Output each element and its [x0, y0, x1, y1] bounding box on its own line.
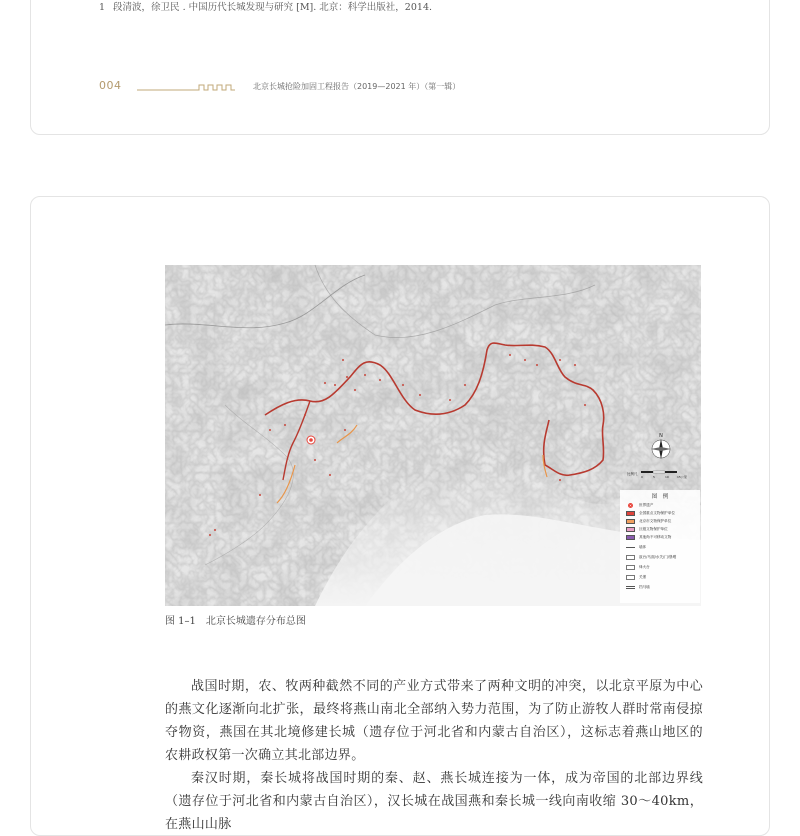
- paragraph: 秦汉时期，秦长城将战国时期的秦、赵、燕长城连接为一体，成为帝国的北部边界线（遗存位于河北省和内蒙古自治区），汉长城在战国燕和秦长城一线向南收缩 30～40km，在燕山山脉: [165, 771, 703, 832]
- running-footer: [99, 79, 519, 95]
- legend-item: 世界遗产: [626, 502, 653, 508]
- legend-item: 其他尚不可移动文物: [626, 534, 671, 540]
- legend-item: 墙体: [626, 544, 646, 550]
- legend-swatch: [626, 575, 635, 580]
- legend-swatch: [626, 586, 635, 589]
- legend-swatch: [628, 503, 633, 508]
- legend-swatch: [626, 547, 635, 548]
- legend-swatch: [626, 555, 635, 560]
- previous-page: [30, 0, 770, 135]
- footnote-text: 段清波，徐卫民 . 中国历代长城发现与研究 [M]. 北京：科学出版社，2014.: [113, 2, 433, 13]
- legend-item: 烽火台: [626, 564, 650, 570]
- great-wall-distribution-map: [165, 265, 701, 606]
- battlement-ornament-icon: [137, 80, 247, 92]
- book-title: 北京长城抢险加固工程报告（2019—2021 年）（第一辑）: [253, 82, 461, 91]
- legend-swatch: [626, 535, 635, 540]
- current-page: [30, 196, 770, 836]
- page-number: 004: [99, 79, 122, 92]
- legend-swatch: [626, 519, 635, 524]
- legend-item: 敌台/马面/水关/门/堡墩: [626, 554, 676, 560]
- footnote-number: 1: [99, 2, 106, 13]
- paragraph: 战国时期，农、牧两种截然不同的产业方式带来了两种文明的冲突，以北京平原为中心的燕文化逐渐向北扩张，最终将燕山南北全部纳入势力范围，为了防止游牧人群时常南侵掠夺物资，燕国在其北境修建长城（遗存位于河北省和内蒙古自治区），这标志着燕山地区的农耕政权第一次确立其北部边界。: [165, 679, 703, 763]
- world-heritage-marker: [307, 436, 315, 444]
- legend-swatch: [626, 565, 635, 570]
- legend-item: 北京市文物保护单位: [626, 518, 671, 524]
- legend-swatch: [626, 511, 635, 516]
- legend-item: 区级文物保护单位: [626, 526, 668, 532]
- svg-text:10: 10: [665, 475, 669, 479]
- legend-title: 图 例: [651, 494, 669, 500]
- footnote: [99, 0, 432, 13]
- figure-caption: 图 1–1 北京长城遗存分布总图: [165, 616, 306, 627]
- legend-item: 全国重点文物保护单位: [626, 510, 675, 516]
- scale-bar: [627, 465, 697, 477]
- svg-text:N: N: [659, 433, 663, 439]
- map-legend: [620, 490, 700, 603]
- svg-text:15公里: 15公里: [677, 475, 687, 479]
- legend-item: 关堡: [626, 574, 646, 580]
- body-text: [165, 675, 703, 836]
- svg-text:0: 0: [641, 475, 643, 479]
- legend-swatch: [626, 527, 635, 532]
- legend-item: 挡马墙: [626, 584, 650, 590]
- svg-text:比例尺: 比例尺: [627, 472, 638, 476]
- svg-text:5: 5: [653, 475, 655, 479]
- north-arrow-icon: [648, 431, 674, 461]
